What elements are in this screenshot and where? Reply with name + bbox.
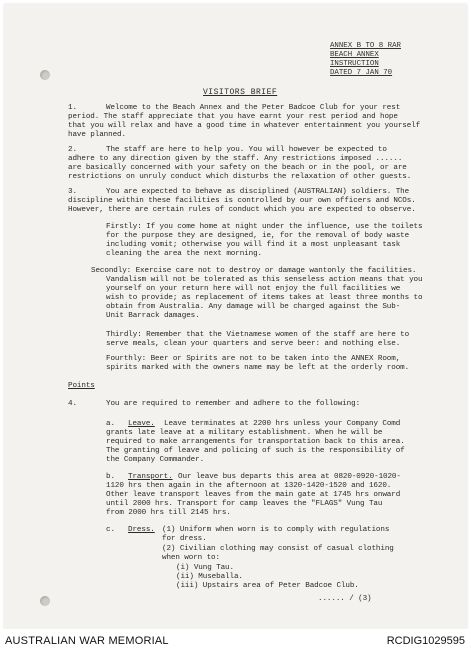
leave-heading: Leave.	[128, 420, 155, 428]
para2-line: restrictions on unruly conduct which disturbs the relaxation of other guests.	[68, 173, 412, 181]
sub-label: c.	[106, 526, 115, 534]
leave-line: the Company Commander.	[106, 456, 205, 464]
dress-line: (2) Civilian clothing may consist of casual clothing	[162, 545, 394, 553]
para-number: 1.	[68, 104, 77, 112]
para-number: 2.	[68, 146, 77, 154]
leave-line: required to make arrangements for transportation back to this area.	[106, 438, 405, 446]
firstly-line: cleaning the area the next morning.	[106, 250, 262, 258]
dress-line: (1) Uniform when worn is to comply with regulations	[162, 526, 390, 534]
dress-heading: Dress.	[128, 526, 155, 534]
points-heading: Points	[68, 382, 95, 390]
annex-line: ANNEX B TO 8 RAR	[330, 42, 401, 50]
transport-line: 1120 hrs then again in the afternoon at 1320-1420-1520 and 1620.	[106, 482, 392, 490]
secondly-line: yourself on your return here will not enjoy the full facilities we	[106, 285, 401, 293]
fourthly-line: spirits marked with the owners name may be left at the orderly room.	[106, 364, 410, 372]
leave-line: The granting of leave and policing of such is the responsibility of	[106, 447, 405, 455]
fourthly-line: Fourthly: Beer or Spirits are not to be taken into the ANNEX Room,	[106, 355, 401, 363]
annex-reference	[330, 42, 401, 78]
punch-hole	[40, 70, 50, 80]
dress-line: when worn to:	[162, 554, 220, 562]
para3-line: discipline within these facilities is controlled by our own officers and NCOs.	[68, 197, 416, 205]
para2-line: adhere to any direction given by the staff. Any restrictions imposed ......	[68, 155, 403, 163]
archive-reference: RCDIG1029595	[386, 635, 465, 647]
secondly-line: Vandalism will not be tolerated as this senseless action means that you	[106, 276, 423, 284]
para3-line: You are expected to behave as disciplined (AUSTRALIAN) soldiers. The	[106, 188, 410, 196]
annex-line: INSTRUCTION	[330, 60, 379, 68]
footer-bar	[0, 629, 471, 654]
dress-item: (i) Vung Tau.	[176, 564, 234, 572]
firstly-line: including vomit; otherwise you will find it a most unpleasant task	[106, 241, 401, 249]
dress-item: (ii) Museballa.	[176, 573, 243, 581]
firstly-line: for the purpose they are designed, ie, for the removal of body waste	[106, 232, 410, 240]
para-number: 3.	[68, 188, 77, 196]
para3-line: However, there are certain rules of conduct which you are expected to observe.	[68, 206, 416, 214]
para2-line: are basically concerned with your safety on the beach or in the pool, or are	[68, 164, 407, 172]
transport-heading: Transport.	[128, 473, 173, 481]
continued-marker: ...... / (3)	[318, 595, 372, 603]
transport-line: until 2000 hrs. Transport for camp leaves the "FLAGS" Vung Tau	[106, 500, 383, 508]
thirdly-line: serve meals, clean your quarters and serve beer: and nothing else.	[106, 340, 401, 348]
archive-name: AUSTRALIAN WAR MEMORIAL	[5, 635, 169, 647]
para4-intro: You are required to remember and adhere to the following:	[106, 400, 361, 408]
punch-hole	[40, 596, 50, 606]
para2-line: The staff are here to help you. You will however be expected to	[106, 146, 387, 154]
document-page	[4, 4, 467, 629]
firstly-line: Firstly: If you come home at night under the influence, use the toilets	[106, 223, 423, 231]
thirdly-line: Thirdly: Remember that the Vietnamese women of the staff are here to	[106, 331, 410, 339]
leave-line: grants late leave at a military establishment. When he will be	[106, 429, 383, 437]
secondly-line: Unit Barrack damages.	[106, 312, 200, 320]
transport-line: Our leave bus departs this area at 0820-0920-1020-	[178, 473, 401, 481]
dress-line: for dress.	[162, 535, 207, 543]
leave-line: Leave terminates at 2200 hrs unless your Company Comd	[164, 420, 401, 428]
annex-line: DATED 7 JAN 70	[330, 69, 393, 77]
transport-line: Other leave transport leaves from the main gate at 1745 hrs onward	[106, 491, 401, 499]
para1-line: Welcome to the Beach Annex and the Peter Badcoe Club for your rest	[106, 104, 401, 112]
transport-line: from 2000 hrs till 2145 hrs.	[106, 509, 231, 517]
sub-label: a.	[106, 420, 115, 428]
dress-item: (iii) Upstairs area of Peter Badcoe Club.	[176, 582, 359, 590]
secondly-line: wish to provide; as replacement of items takes at least three months to	[106, 294, 423, 302]
secondly-line: obtain from Australia. Any damage will be charged against the Sub-	[106, 303, 401, 311]
sub-label: b.	[106, 473, 115, 481]
annex-line: BEACH ANNEX	[330, 51, 379, 59]
para1-line: period. The staff appreciate that you have earnt your rest period and hope	[68, 113, 398, 121]
secondly-line: Secondly: Exercise care not to destroy or damage wantonly the facilities.	[91, 267, 417, 275]
para1-line: have planned.	[68, 131, 126, 139]
document-title: VISITORS BRIEF	[203, 88, 278, 97]
para1-line: that you will relax and have a good time in whatever entertainment you yourself	[68, 122, 421, 130]
para-number: 4.	[68, 400, 77, 408]
